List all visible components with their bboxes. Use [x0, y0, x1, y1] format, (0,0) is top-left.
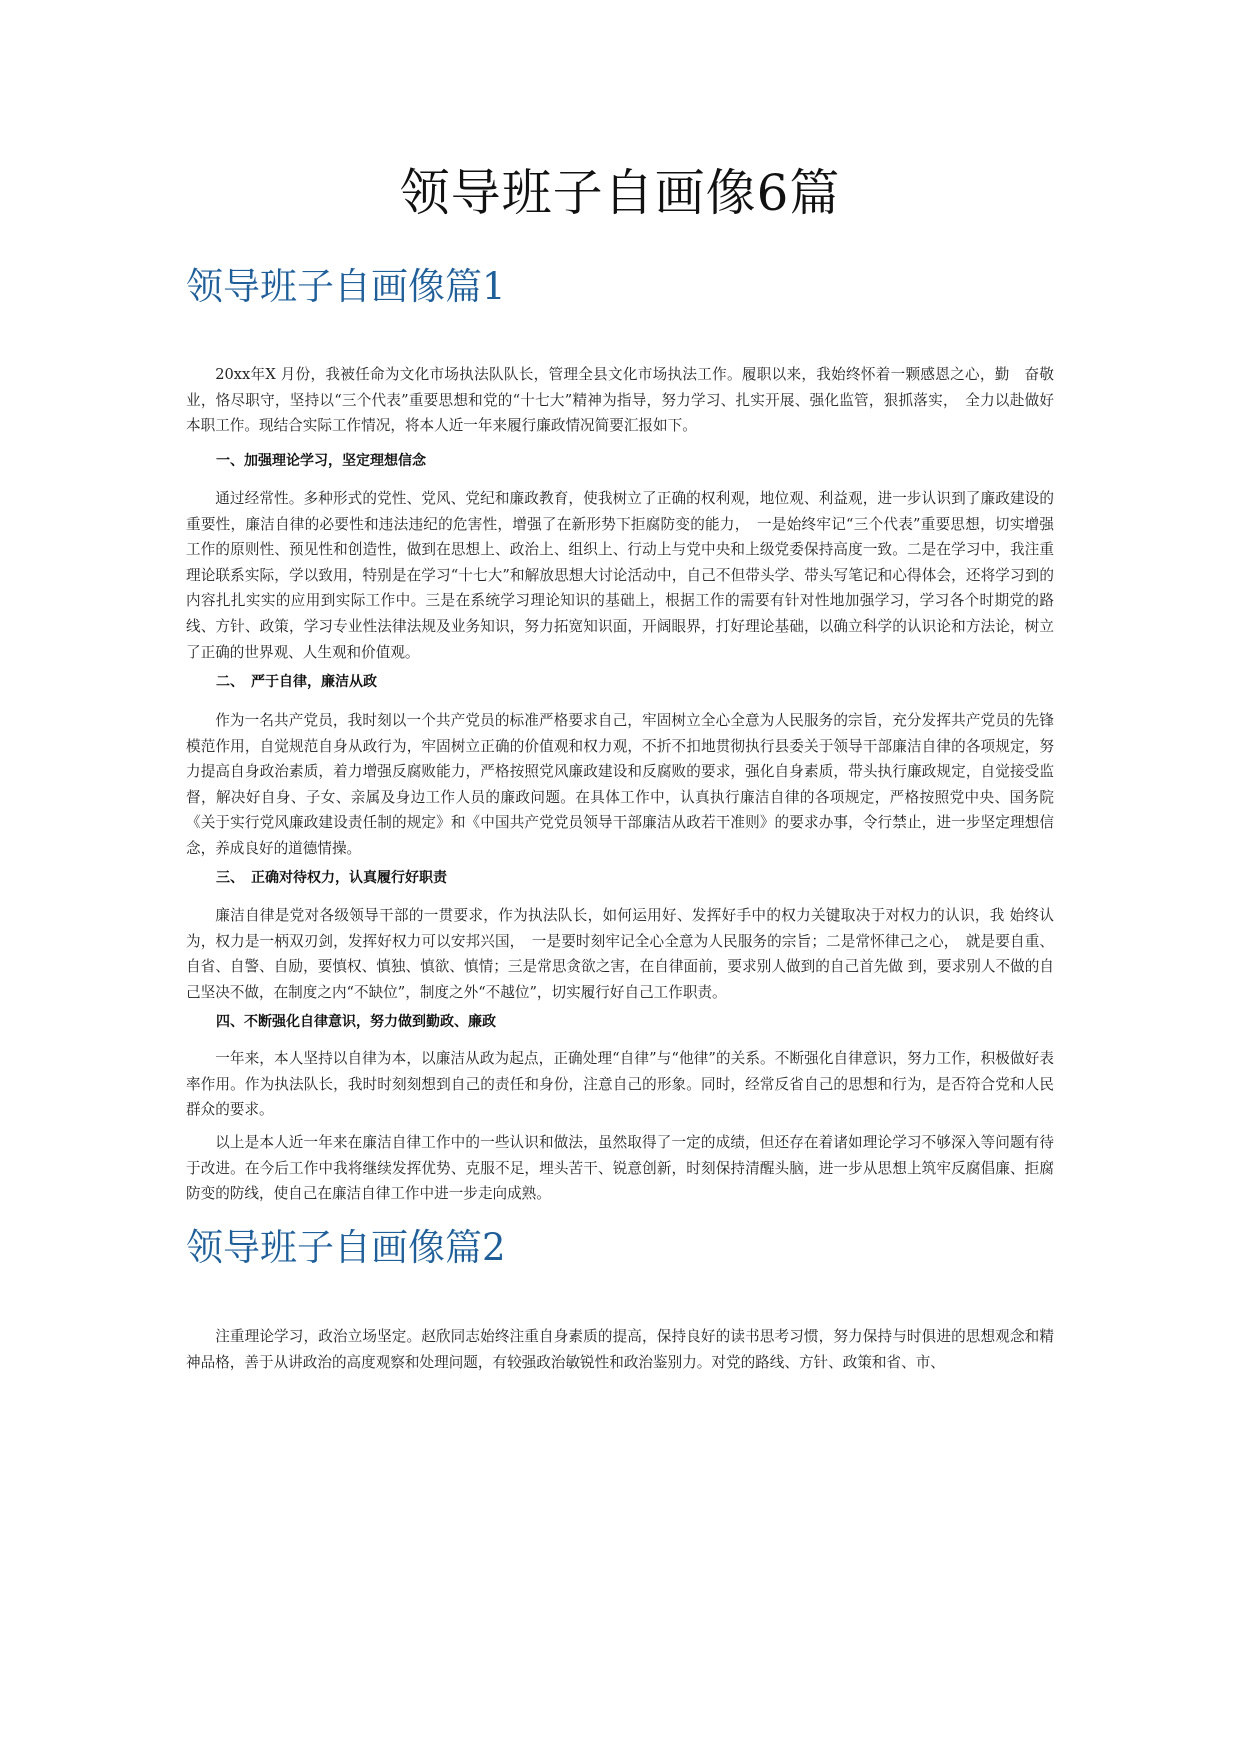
- document-title: 领导班子自画像6篇: [399, 164, 841, 222]
- section-1-subheading-2: 二、 严于自律，廉洁从政: [216, 674, 377, 690]
- section-2-intro: 注重理论学习，政治立场坚定。赵欣同志始终注重自身素质的提高，保持良好的读书思考习惯，努力保持与时俱进的思想观念和精神品格，善于从讲政治的高度观察和处理问题，有较强政治敏锐性和政治鉴别力。对党的路线、方针、政策和省、市、: [186, 1328, 1054, 1371]
- section-1-subheading-3: 三、 正确对待权力，认真履行好职责: [216, 870, 447, 886]
- section-1-subheading-4: 四、不断强化自律意识，努力做到勤政、廉政: [216, 1014, 496, 1030]
- section-1-subheading-1: 一、加强理论学习，坚定理想信念: [216, 453, 426, 469]
- section-1-paragraph-2: 作为一名共产党员，我时刻以一个共产党员的标准严格要求自己，牢固树立全心全意为人民服务的宗旨，充分发挥共产党员的先锋模范作用，自觉规范自身从政行为，牢固树立正确的价值观和权力观，不折不扣地贯彻执行县委关于领导干部廉洁自律的各项规定，努力提高自身政治素质，着力增强反腐败能力，严格按照党风廉政建设和反腐败的要求，强化自身素质，带头执行廉政规定，自觉接受监督，解决好自身、子女、亲属及身边工作人员的廉政问题。在具体工作中，认真执行廉洁自律的各项规定，严格按照党中央、国务院《关于实行党风廉政建设责任制的规定》和《中国共产党党员领导干部廉洁从政若干准则》的要求办事，令行禁止，进一步坚定理想信念，养成良好的道德情操。: [186, 712, 1054, 857]
- section-1-intro: 20xx年X 月份，我被任命为文化市场执法队队长，管理全县文化市场执法工作。履职以来，我始终怀着一颗感恩之心，勤 奋敬业，恪尽职守，坚持以“三个代表”重要思想和党的“十七大”精神为指导，努力学习、扎实开展、强化监管，狠抓落实， 全力以赴做好本职工作。现结合实际工作情况，将本人近一年来履行廉政情况简要汇报如下。: [186, 366, 1054, 435]
- section-2-heading: 领导班子自画像篇2: [186, 1226, 506, 1269]
- section-1-paragraph-4: 一年来，本人坚持以自律为本，以廉洁从政为起点，正确处理“自律”与“他律”的关系。不断强化自律意识，努力工作，积极做好表率作用。作为执法队长，我时时刻刻想到自己的责任和身份，注意自己的形象。同时，经常反省自己的思想和行为，是否符合党和人民群众的要求。: [186, 1050, 1054, 1119]
- section-1-closing: 以上是本人近一年来在廉洁自律工作中的一些认识和做法，虽然取得了一定的成绩，但还存在着诸如理论学习不够深入等问题有待于改进。在今后工作中我将继续发挥优势、克服不足，埋头苦干、锐意创新，时刻保持清醒头脑，进一步从思想上筑牢反腐倡廉、拒腐防变的防线，使自己在廉洁自律工作中进一步走向成熟。: [186, 1134, 1054, 1203]
- section-1-heading: 领导班子自画像篇1: [186, 265, 506, 308]
- section-1-paragraph-1: 通过经常性。多种形式的党性、党风、党纪和廉政教育，使我树立了正确的权利观，地位观、利益观，进一步认识到了廉政建设的重要性，廉洁自律的必要性和违法违纪的危害性，增强了在新形势下拒腐防变的能力， 一是始终牢记“三个代表”重要思想，切实增强工作的原则性、预见性和创造性，做到在思想上、政治上、组织上、行动上与党中央和上级党委保持高度一致。二是在学习中，我注重理论联系实际，学以致用，特别是在学习“十七大”和解放思想大讨论活动中，自己不但带头学、带头写笔记和心得体会，还将学习到的内容扎扎实实的应用到实际工作中。三是在系统学习理论知识的基础上，根据工作的需要有针对性地加强学习，学习各个时期党的路线、方针、政策，学习专业性法律法规及业务知识，努力拓宽知识面，开阔眼界，打好理论基础，以确立科学的认识论和方法论，树立了正确的世界观、人生观和价值观。: [186, 490, 1054, 661]
- section-1-paragraph-3: 廉洁自律是党对各级领导干部的一贯要求，作为执法队长，如何运用好、发挥好手中的权力关键取决于对权力的认识，我 始终认为，权力是一柄双刃剑，发挥好权力可以安邦兴国， 一是要时刻牢记全心全意为人民服务的宗旨；二是常怀律己之心， 就是要自重、自省、自警、自励，要慎权、慎独、慎欲、慎情；三是常思贪欲之害，在自律面前，要求别人做到的自己首先做 到，要求别人不做的自己坚决不做，在制度之内“不缺位”，制度之外“不越位”，切实履行好自己工作职责。: [186, 907, 1054, 1001]
